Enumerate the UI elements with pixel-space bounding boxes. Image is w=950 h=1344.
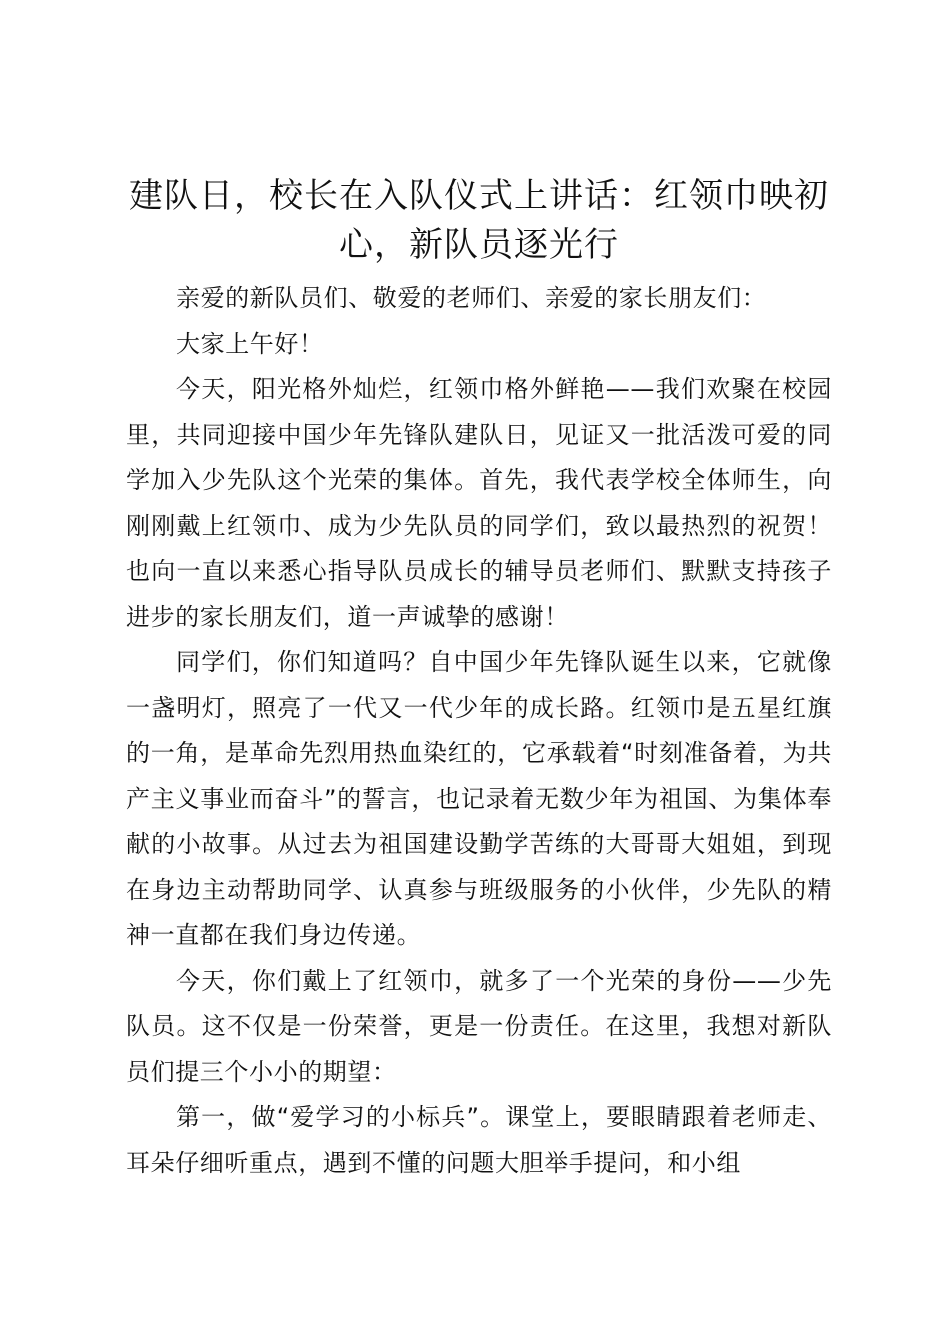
- paragraph-responsibility: 今天，你们戴上了红领巾，就多了一个光荣的身份——少先队员。这不仅是一份荣誉，更是一份责任。在这里，我想对新队员们提三个小小的期望：: [126, 966, 832, 1086]
- document-title: 建队日，校长在入队仪式上讲话：红领巾映初心，新队员逐光行: [129, 176, 829, 265]
- document-page: [126, 172, 832, 1186]
- paragraph-first-expectation: 第一，做“爱学习的小标兵”。课堂上，要眼睛跟着老师走、耳朵仔细听重点，遇到不懂的问题大胆举手提问，和小组: [126, 1103, 832, 1177]
- paragraph-good-morning: 大家上午好！: [176, 329, 324, 358]
- paragraph-history: 同学们，你们知道吗？自中国少年先锋队诞生以来，它就像一盏明灯，照亮了一代又一代少年的成长路。红领巾是五星红旗的一角，是革命先烈用热血染红的，它承载着“时刻准备着，为共产主义事业而奋斗”的誓言，也记录着无数少年为祖国、为集体奉献的小故事。从过去为祖国建设勤学苦练的大哥哥大姐姐，到现在身边主动帮助同学、认真参与班级服务的小伙伴，少先队的精神一直都在我们身边传递。: [126, 648, 832, 949]
- paragraph-opening: 今天，阳光格外灿烂，红领巾格外鲜艳——我们欢聚在校园里，共同迎接中国少年先锋队建队日，见证又一批活泼可爱的同学加入少先队这个光荣的集体。首先，我代表学校全体师生，向刚刚戴上红领巾、成为少先队员的同学们，致以最热烈的祝贺！也向一直以来悉心指导队员成长的辅导员老师们、默默支持孩子进步的家长朋友们，道一声诚挚的感谢！: [126, 375, 832, 631]
- paragraph-greeting: 亲爱的新队员们、敬爱的老师们、亲爱的家长朋友们：: [176, 284, 767, 312]
